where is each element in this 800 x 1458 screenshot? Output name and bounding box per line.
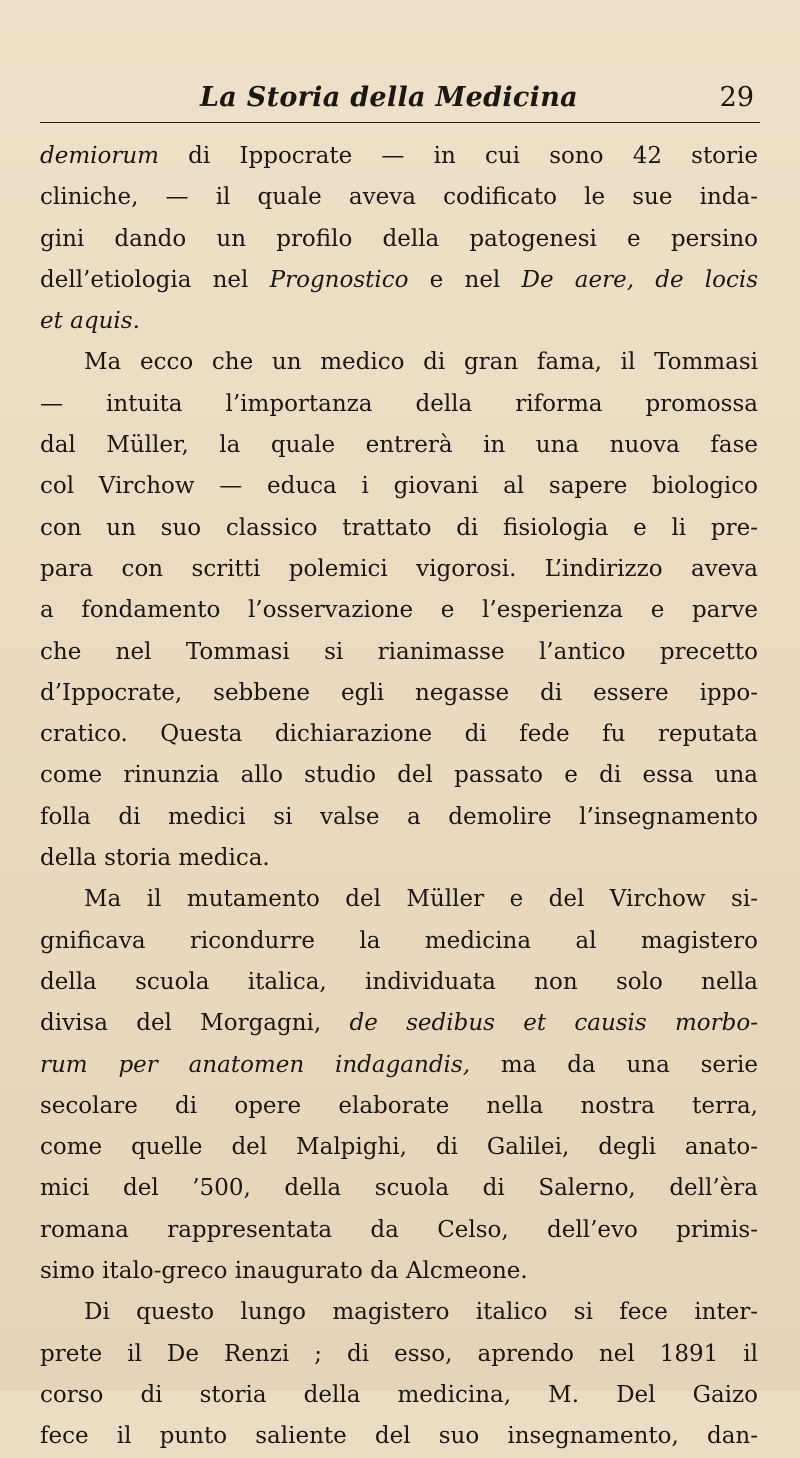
text-segment: gnificava ricondurre la medicina al magistero	[40, 927, 758, 954]
text-line	[40, 1292, 758, 1333]
page-number: 29	[719, 82, 754, 113]
text-line	[40, 549, 758, 590]
text-segment: dell’etiologia nel	[40, 266, 270, 293]
text-line	[40, 755, 758, 796]
text-line	[40, 466, 758, 507]
text-segment: corso di storia della medicina, M. Del Gaizo	[40, 1381, 758, 1408]
text-line	[40, 921, 758, 962]
body-text	[40, 136, 758, 1458]
text-segment: e nel	[408, 266, 522, 293]
text-segment: fece il punto saliente del suo insegnamento, dan-	[40, 1423, 758, 1450]
text-line	[40, 1003, 758, 1044]
text-line	[40, 838, 758, 879]
running-head	[40, 82, 760, 123]
text-segment: col Virchow — educa i giovani al sapere biologico	[40, 473, 758, 500]
text-segment: a fondamento l’osservazione e l’esperienza e parve	[40, 597, 758, 624]
italic-text: De aere, de locis	[521, 266, 758, 293]
text-segment: della storia medica.	[40, 845, 270, 872]
text-line	[40, 177, 758, 218]
text-segment: — intuita l’importanza della riforma promossa	[40, 390, 758, 417]
italic-text: demiorum	[40, 143, 159, 169]
text-segment: dal Müller, la quale entrerà in una nuova fase	[40, 432, 758, 459]
text-line	[40, 136, 758, 177]
text-line	[40, 1375, 758, 1416]
italic-text: rum per anatomen indagandis,	[40, 1051, 471, 1078]
text-line	[40, 260, 758, 301]
text-segment: della scuola italica, individuata non solo nella	[40, 968, 758, 995]
italic-text: Prognostico	[269, 266, 409, 293]
text-segment: che nel Tommasi si rianimasse l’antico precetto	[40, 638, 758, 665]
text-segment: cratico. Questa dichiarazione di fede fu reputata	[40, 721, 758, 748]
text-line	[40, 219, 758, 260]
text-segment: d’Ippocrate, sebbene egli negasse di essere ippo-	[40, 679, 758, 706]
text-line	[40, 797, 758, 838]
text-line	[40, 1210, 758, 1251]
text-segment: Di questo lungo magistero italico si fece inter-	[84, 1299, 758, 1326]
text-line	[40, 1334, 758, 1375]
italic-text: de sedibus et causis morbo-	[349, 1010, 758, 1037]
text-line	[40, 632, 758, 673]
text-line	[40, 1416, 758, 1457]
text-line	[40, 508, 758, 549]
text-line	[40, 590, 758, 631]
text-line	[40, 384, 758, 425]
text-segment: romana rappresentata da Celso, dell’evo primis-	[40, 1216, 758, 1243]
text-line	[40, 1251, 758, 1292]
text-segment: para con scritti polemici vigorosi. L’indirizzo aveva	[40, 555, 758, 582]
text-segment: come rinunzia allo studio del passato e di essa una	[40, 762, 758, 789]
text-line	[40, 1086, 758, 1127]
text-segment: gini dando un profilo della patogenesi e persino	[40, 225, 758, 252]
text-line	[40, 1045, 758, 1086]
text-segment: Ma ecco che un medico di gran fama, il Tommasi	[84, 349, 758, 376]
text-segment: ma da una serie	[470, 1051, 758, 1078]
text-segment: divisa del Morgagni,	[40, 1010, 350, 1037]
text-line	[40, 673, 758, 714]
running-head-title: La Storia della Medicina	[200, 82, 578, 113]
text-line	[40, 1168, 758, 1209]
text-segment: folla di medici si valse a demolire l’insegnamento	[40, 803, 758, 830]
text-segment: Ma il mutamento del Müller e del Virchow si-	[84, 886, 758, 913]
text-segment: come quelle del Malpighi, di Galilei, degli anato-	[40, 1134, 758, 1161]
text-line	[40, 342, 758, 383]
text-line	[40, 714, 758, 755]
text-line	[40, 1127, 758, 1168]
text-line	[40, 879, 758, 920]
text-line	[40, 962, 758, 1003]
italic-text: et aquis.	[40, 308, 140, 335]
text-segment: di Ippocrate — in cui sono 42 storie	[158, 143, 758, 169]
text-segment: simo italo-greco inaugurato da Alcmeone.	[40, 1258, 528, 1285]
text-line	[40, 425, 758, 466]
text-segment: con un suo classico trattato di fisiologia e li pre-	[40, 514, 758, 541]
text-segment: secolare di opere elaborate nella nostra terra,	[40, 1092, 758, 1119]
text-segment: cliniche, — il quale aveva codificato le sue inda-	[40, 184, 758, 211]
text-line	[40, 301, 758, 342]
text-segment: prete il De Renzi ; di esso, aprendo nel 1891 il	[40, 1340, 758, 1367]
text-segment: mici del ’500, della scuola di Salerno, dell’èra	[40, 1175, 758, 1202]
